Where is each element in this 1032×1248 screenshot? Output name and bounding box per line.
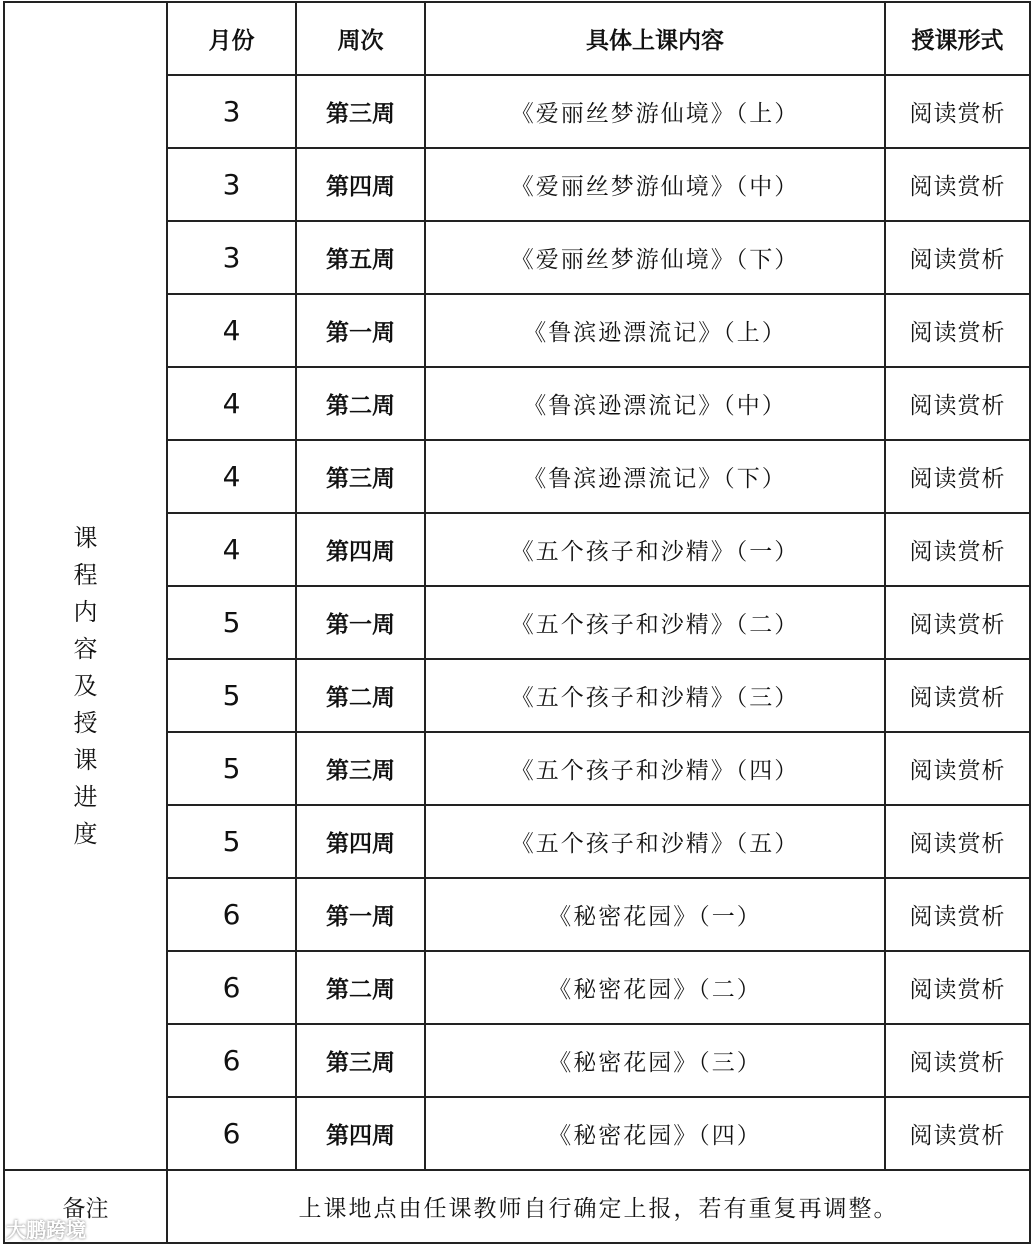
month-cell: 4 bbox=[167, 440, 296, 513]
week-cell: 第三周 bbox=[296, 75, 425, 148]
week-cell: 第二周 bbox=[296, 951, 425, 1024]
header-month: 月份 bbox=[167, 2, 296, 75]
month-cell: 6 bbox=[167, 951, 296, 1024]
content-cell: 《鲁滨逊漂流记》（上） bbox=[425, 294, 885, 367]
week-cell: 第二周 bbox=[296, 659, 425, 732]
content-cell: 《鲁滨逊漂流记》（下） bbox=[425, 440, 885, 513]
week-cell: 第三周 bbox=[296, 440, 425, 513]
side-label-cell bbox=[4, 2, 167, 1170]
week-cell: 第四周 bbox=[296, 513, 425, 586]
form-cell: 阅读赏析 bbox=[885, 1097, 1030, 1170]
form-cell: 阅读赏析 bbox=[885, 148, 1030, 221]
content-cell: 《爱丽丝梦游仙境》（上） bbox=[425, 75, 885, 148]
form-cell: 阅读赏析 bbox=[885, 805, 1030, 878]
content-cell: 《五个孩子和沙精》（一） bbox=[425, 513, 885, 586]
content-cell: 《秘密花园》（四） bbox=[425, 1097, 885, 1170]
month-cell: 6 bbox=[167, 1097, 296, 1170]
week-cell: 第二周 bbox=[296, 367, 425, 440]
note-row bbox=[4, 1170, 1030, 1243]
month-cell: 6 bbox=[167, 878, 296, 951]
week-cell: 第三周 bbox=[296, 732, 425, 805]
month-cell: 4 bbox=[167, 513, 296, 586]
week-cell: 第四周 bbox=[296, 1097, 425, 1170]
month-cell: 5 bbox=[167, 805, 296, 878]
form-cell: 阅读赏析 bbox=[885, 367, 1030, 440]
form-cell: 阅读赏析 bbox=[885, 1024, 1030, 1097]
month-cell: 4 bbox=[167, 367, 296, 440]
header-form: 授课形式 bbox=[885, 2, 1030, 75]
content-cell: 《秘密花园》（一） bbox=[425, 878, 885, 951]
content-cell: 《五个孩子和沙精》（四） bbox=[425, 732, 885, 805]
content-cell: 《爱丽丝梦游仙境》（中） bbox=[425, 148, 885, 221]
header-week: 周次 bbox=[296, 2, 425, 75]
month-cell: 3 bbox=[167, 148, 296, 221]
week-cell: 第四周 bbox=[296, 148, 425, 221]
week-cell: 第四周 bbox=[296, 805, 425, 878]
month-cell: 3 bbox=[167, 221, 296, 294]
header-content: 具体上课内容 bbox=[425, 2, 885, 75]
content-cell: 《五个孩子和沙精》（五） bbox=[425, 805, 885, 878]
note-label: 备注 bbox=[4, 1170, 167, 1243]
month-cell: 5 bbox=[167, 586, 296, 659]
side-label: 课程内容及授课进度 bbox=[73, 523, 98, 848]
note-text: 上课地点由任课教师自行确定上报，若有重复再调整。 bbox=[167, 1170, 1030, 1243]
course-schedule-table bbox=[3, 1, 1031, 1244]
month-cell: 3 bbox=[167, 75, 296, 148]
form-cell: 阅读赏析 bbox=[885, 878, 1030, 951]
month-cell: 5 bbox=[167, 732, 296, 805]
form-cell: 阅读赏析 bbox=[885, 294, 1030, 367]
content-cell: 《鲁滨逊漂流记》（中） bbox=[425, 367, 885, 440]
week-cell: 第一周 bbox=[296, 294, 425, 367]
content-cell: 《秘密花园》（二） bbox=[425, 951, 885, 1024]
form-cell: 阅读赏析 bbox=[885, 732, 1030, 805]
form-cell: 阅读赏析 bbox=[885, 75, 1030, 148]
month-cell: 5 bbox=[167, 659, 296, 732]
week-cell: 第三周 bbox=[296, 1024, 425, 1097]
form-cell: 阅读赏析 bbox=[885, 659, 1030, 732]
month-cell: 6 bbox=[167, 1024, 296, 1097]
content-cell: 《五个孩子和沙精》（三） bbox=[425, 659, 885, 732]
month-cell: 4 bbox=[167, 294, 296, 367]
table-header-row bbox=[4, 2, 1030, 75]
form-cell: 阅读赏析 bbox=[885, 221, 1030, 294]
watermark-logo: 大鹏跨境 bbox=[6, 1218, 86, 1242]
form-cell: 阅读赏析 bbox=[885, 951, 1030, 1024]
content-cell: 《秘密花园》（三） bbox=[425, 1024, 885, 1097]
form-cell: 阅读赏析 bbox=[885, 513, 1030, 586]
week-cell: 第五周 bbox=[296, 221, 425, 294]
form-cell: 阅读赏析 bbox=[885, 440, 1030, 513]
form-cell: 阅读赏析 bbox=[885, 586, 1030, 659]
week-cell: 第一周 bbox=[296, 878, 425, 951]
week-cell: 第一周 bbox=[296, 586, 425, 659]
content-cell: 《爱丽丝梦游仙境》（下） bbox=[425, 221, 885, 294]
content-cell: 《五个孩子和沙精》（二） bbox=[425, 586, 885, 659]
